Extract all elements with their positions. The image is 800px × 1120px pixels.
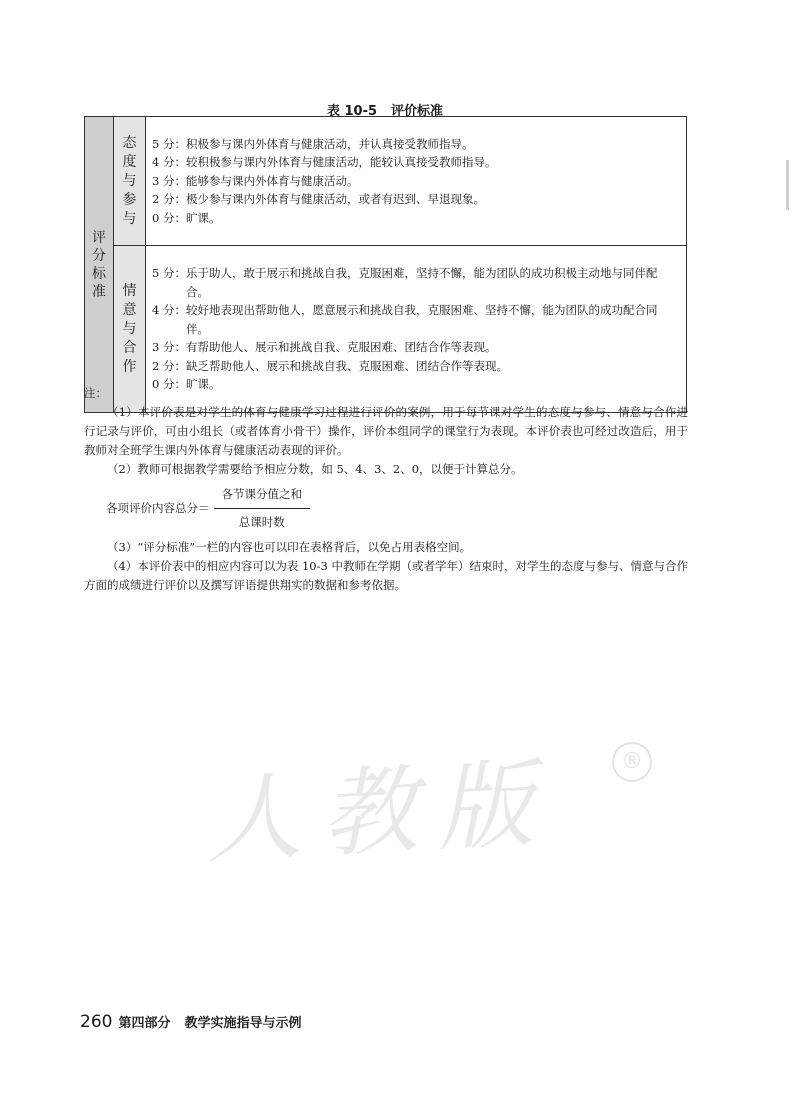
criterion-score: 0 分： bbox=[152, 377, 186, 392]
criterion-score: 4 分： bbox=[152, 155, 186, 170]
table-number: 表 10-5 bbox=[326, 104, 378, 119]
category-label-cooperation: 情意与合作 bbox=[122, 282, 137, 375]
criterion-score: 2 分： bbox=[152, 358, 186, 373]
category-label-attitude: 态度与参与 bbox=[122, 134, 137, 227]
page-edge-mark bbox=[786, 160, 789, 210]
criterion-text: 能够参与课内外体育与健康活动。 bbox=[185, 173, 359, 188]
group-label-cell bbox=[85, 117, 114, 413]
note-paragraph-3: （3）“评分标准”一栏的内容也可以印在表格背后，以免占用表格空间。 bbox=[107, 540, 472, 554]
criterion-text: 有帮助他人、展示和挑战自我、克服困难、团结合作等表现。 bbox=[185, 340, 497, 355]
page-footer bbox=[80, 1012, 301, 1032]
formula-lhs: 各项评价内容总分＝ bbox=[106, 501, 210, 515]
criterion-score: 2 分： bbox=[152, 192, 186, 207]
criterion-text: 极少参与课内外体育与健康活动，或者有迟到、早退现象。 bbox=[185, 192, 485, 207]
criterion-score: 5 分： bbox=[152, 136, 186, 151]
criterion-item bbox=[152, 153, 678, 172]
criterion-score: 4 分： bbox=[152, 303, 186, 318]
criterion-text: 积极参与课内外体育与健康活动，并认真接受教师指导。 bbox=[185, 136, 474, 151]
note-paragraph-2: （2）教师可根据教学需要给予相应分数，如 5、4、3、2、0，以便于计算总分。 bbox=[107, 462, 523, 476]
publisher-watermark: 人教版 bbox=[202, 747, 556, 878]
notes-section bbox=[84, 384, 688, 595]
footer-section: 教学实施指导与示例 bbox=[184, 1016, 302, 1031]
group-label: 评分标准 bbox=[92, 229, 106, 300]
criterion-score: 5 分： bbox=[152, 266, 186, 281]
criterion-item bbox=[152, 301, 678, 338]
criterion-text: 乐于助人，敢于展示和挑战自我，克服困难，坚持不懈，能为团队的成功积极主动地与同伴配合。 bbox=[185, 266, 658, 299]
criterion-text: 缺乏帮助他人、展示和挑战自我、克服困难、团结合作等表现。 bbox=[185, 358, 508, 373]
registered-trademark-icon: ® bbox=[612, 742, 652, 782]
criterion-text: 旷课。 bbox=[185, 210, 221, 225]
criterion-item bbox=[152, 338, 678, 357]
criterion-score: 3 分： bbox=[152, 173, 186, 188]
criterion-item bbox=[152, 172, 678, 191]
table-row-attitude bbox=[85, 117, 687, 246]
note-paragraph-4: （4）本评价表中的相应内容可以为表 10-3 中教师在学期（或者学年）结束时，对学生的态度与参与、情意与合作方面的成绩进行评价以及撰写评语提供翔实的数据和参考依据。 bbox=[84, 559, 688, 592]
table-title: 评价标准 bbox=[391, 104, 444, 119]
criterion-item bbox=[152, 135, 678, 154]
notes-heading: 注： bbox=[84, 386, 107, 400]
category-cell-attitude bbox=[114, 117, 146, 246]
criterion-text: 较好地表现出帮助他人，愿意展示和挑战自我，克服困难、坚持不懈，能为团队的成功配合同伴。 bbox=[185, 303, 658, 336]
criterion-text: 旷课。 bbox=[185, 377, 221, 392]
total-score-formula bbox=[106, 485, 688, 532]
evaluation-standards-table bbox=[84, 116, 687, 413]
criterion-score: 0 分： bbox=[152, 210, 186, 225]
criterion-item bbox=[152, 264, 678, 301]
criterion-item bbox=[152, 209, 678, 228]
footer-part: 第四部分 bbox=[118, 1016, 171, 1031]
criteria-cell-attitude bbox=[146, 117, 687, 246]
criterion-score: 3 分： bbox=[152, 340, 186, 355]
page-number: 260 bbox=[80, 1012, 113, 1032]
formula-denominator: 总课时数 bbox=[238, 515, 285, 529]
criterion-item bbox=[152, 357, 678, 376]
criterion-text: 较积极参与课内外体育与健康活动，能较认真接受教师指导。 bbox=[185, 155, 497, 170]
criterion-item bbox=[152, 190, 678, 209]
formula-fraction bbox=[214, 485, 311, 532]
note-paragraph-1: （1）本评价表是对学生的体育与健康学习过程进行评价的案例，用于每节课对学生的态度与参与、情意与合作进行记录与评价，可由小组长（或者体育小骨干）操作，评价本组同学的课堂行为表现。本评价表也可经过改造后，用于教师对全班学生课内外体育与健康活动表现的评价。 bbox=[84, 405, 688, 457]
formula-numerator: 各节课分值之和 bbox=[214, 485, 311, 509]
